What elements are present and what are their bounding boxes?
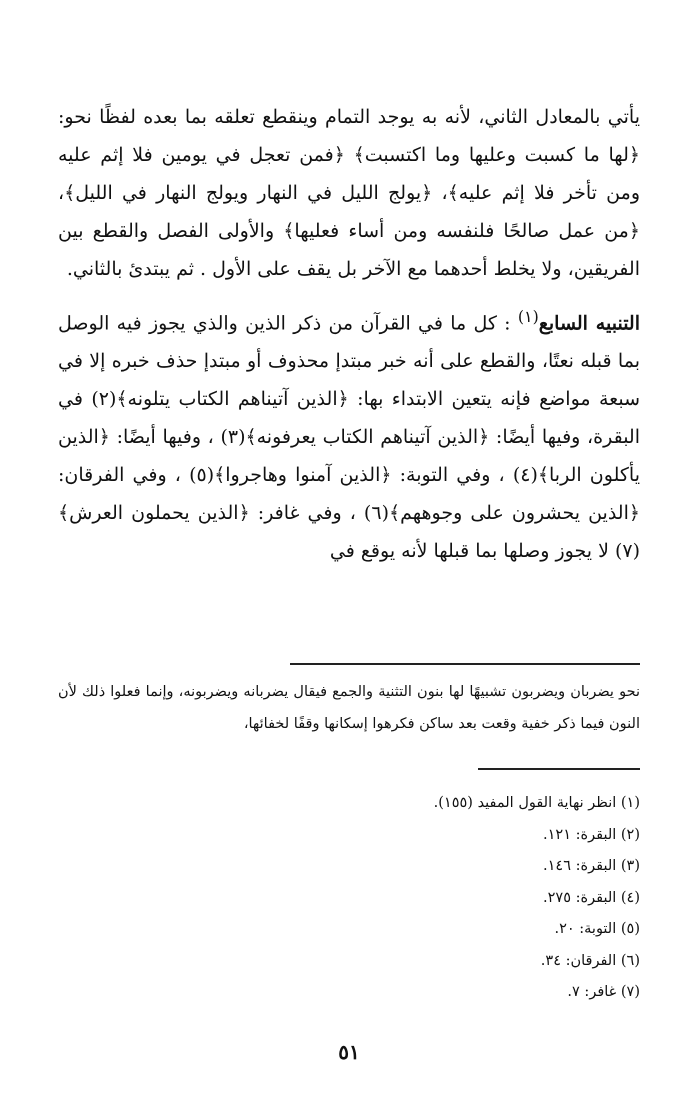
commentary-separator <box>290 663 640 665</box>
footnote-item: (٢) البقرة: ١٢١. <box>543 826 640 843</box>
footnote-item: (٥) التوبة: ٢٠. <box>554 921 640 937</box>
paragraph-1: يأتي بالمعادل الثاني، لأنه به يوجد التمام وينقطع تعلقه بما بعده لفظًا نحو: ﴿لها ما كسبت وعليها وما اكتسبت﴾ ﴿فمن تعجل في يومين فلا إثم عليه ومن تأخر فلا إثم عليه﴾، ﴿يولج الليل في النهار ويولج النهار في الليل﴾، ﴿من عمل صالحًا فلنفسه ومن أساء فعليها﴾ والأولى الفصل والقطع بين الفريقين، ولا يخلط أحدهما مع الآخر بل يقف على الأول . ثم يبتدئ بالثاني. <box>58 106 640 280</box>
section-heading: التنبيه السابع <box>538 312 640 335</box>
paragraph-2 <box>58 298 640 570</box>
footnote-item: (٣) البقرة: ١٤٦. <box>543 858 640 874</box>
footnote-item: (٤) البقرة: ٢٧٥. <box>543 889 640 906</box>
commentary-block <box>58 676 640 740</box>
commentary-text: نحو يضربان ويضربون تشبيهًا لها بنون التثنية والجمع فيقال يضربانه ويضربونه، وإنما فعلوا ذلك لأن النون فيما ذكر خفية وقعت بعد ساكن فكرهوا إسكانها وقفًا لخفائها، <box>58 684 640 732</box>
footnote-separator <box>478 768 640 770</box>
main-text <box>58 98 640 570</box>
footnote-item: (٦) الفرقان: ٣٤. <box>540 952 640 969</box>
footnotes-list <box>58 788 640 1009</box>
paragraph-2-body: : كل ما في القرآن من ذكر الذين والذي يجوز فيه الوصل بما قبله نعتًا، والقطع على أنه خبر مبتدإ محذوف أو مبتدإ حذف خبره إلا في سبعة مواضع فإنه يتعين الابتداء بها: ﴿الذين آتيناهم الكتاب يتلونه﴾(٢) في البقرة، وفيها أيضًا: ﴿الذين آتيناهم الكتاب يعرفونه﴾(٣) ، وفيها أيضًا: ﴿الذين يأكلون الربا﴾(٤) ، وفي التوبة: ﴿الذين آمنوا وهاجروا﴾(٥) ، وفي الفرقان: ﴿الذين يحشرون على وجوههم﴾(٦) ، وفي غافر: ﴿الذين يحملون العرش﴾(٧) لا يجوز وصلها بما قبلها لأنه يوقع في <box>58 312 640 563</box>
footnote-item: (٧) غافر: ٧. <box>567 984 640 1000</box>
footnote-item: (١) انظر نهاية القول المفيد (١٥٥). <box>433 795 640 811</box>
heading-footnote-ref: (١) <box>517 307 539 326</box>
page-number: ٥١ <box>338 1040 360 1064</box>
